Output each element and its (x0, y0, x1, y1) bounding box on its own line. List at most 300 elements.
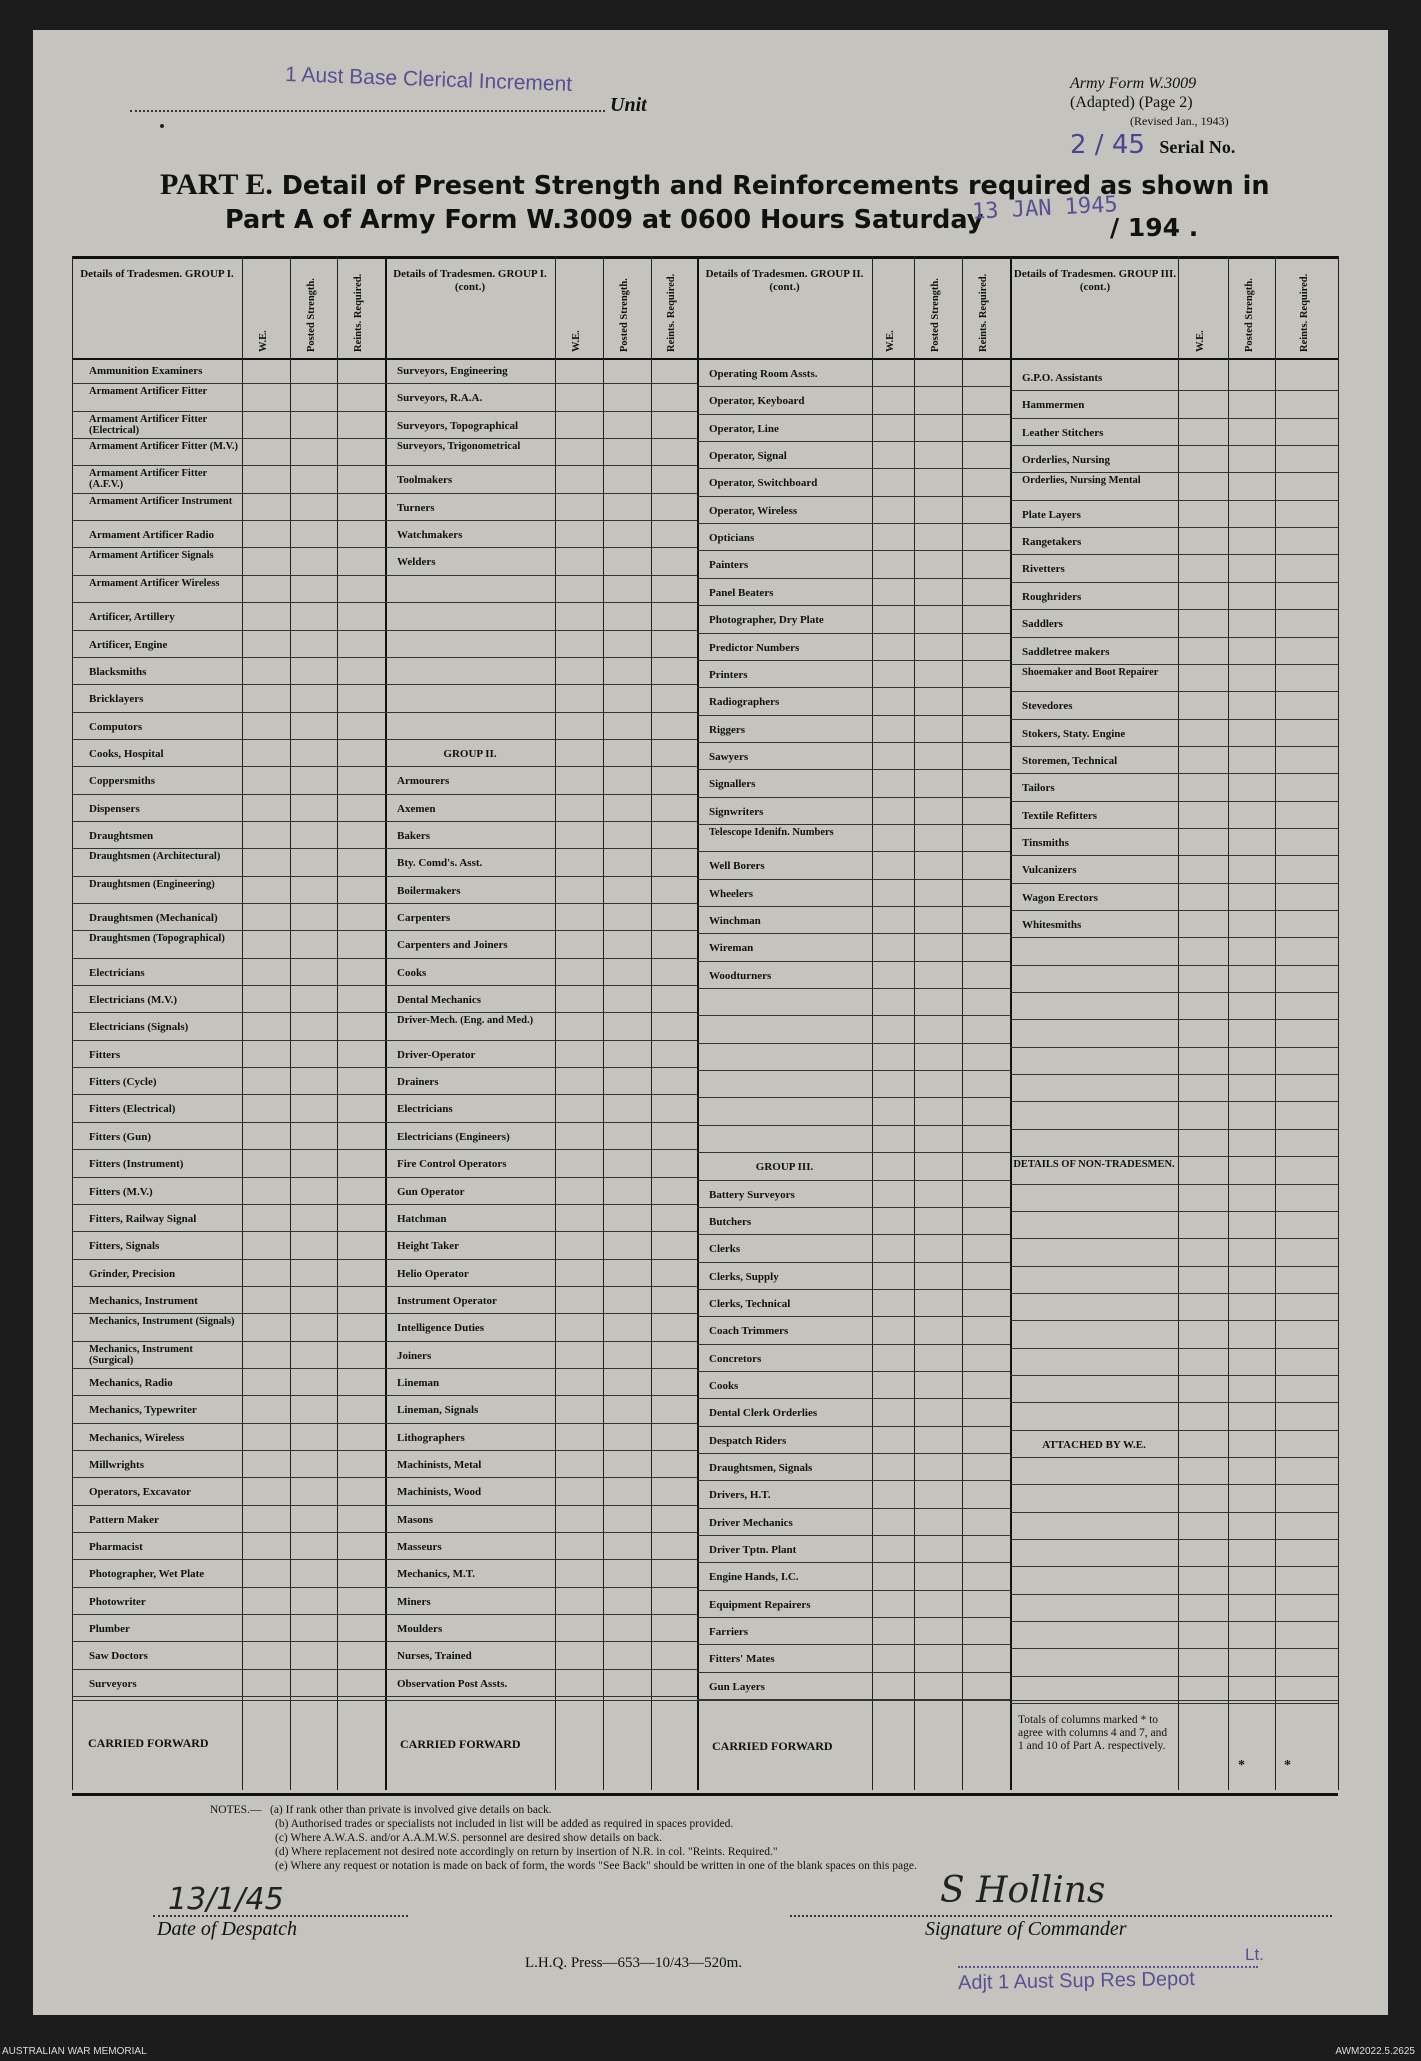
trade-label: Painters (709, 559, 749, 572)
trade-label: Mechanics, M.T. (397, 1568, 476, 1581)
row-rule (72, 1286, 385, 1287)
trade-label: Panel Beaters (709, 586, 774, 599)
trade-label: Photographer, Dry Plate (709, 614, 824, 627)
row-rule (72, 602, 385, 603)
row-rule (697, 906, 1010, 907)
section-heading: GROUP II. (443, 747, 497, 760)
row-rule (72, 766, 385, 767)
trade-label: Well Borers (709, 860, 765, 873)
trade-label: Cooks (709, 1379, 739, 1392)
trade-label: Bricklayers (89, 693, 144, 706)
signature-label: Signature of Commander (925, 1918, 1127, 1940)
row-rule (697, 523, 1010, 524)
trade-label: Whitesmiths (1022, 919, 1082, 931)
signature-line (790, 1915, 1332, 1917)
trade-label: Armament Artificer Fitter (A.F.V.) (89, 468, 207, 491)
row-rule (385, 1641, 697, 1642)
row-rule (72, 1067, 385, 1068)
trade-label: Fitters, Signals (89, 1240, 160, 1253)
note-b: (b) Authorised trades or specialists not included in list will be added as required in spaces provided. (275, 1818, 734, 1830)
trade-label: Butchers (709, 1215, 752, 1228)
row-rule (697, 468, 1010, 469)
trade-label: Armament Artificer Fitter (89, 386, 208, 398)
trade-label: Saddlers (1022, 618, 1063, 631)
row-rule (72, 1122, 385, 1123)
row-rule (697, 633, 1010, 634)
row-rule (385, 1587, 697, 1588)
row-rule (72, 903, 385, 904)
row-rule (385, 930, 697, 931)
trade-label: Plumber (89, 1623, 130, 1636)
column-rule (872, 256, 873, 1790)
trade-label: Joiners (397, 1349, 432, 1362)
row-rule (1010, 582, 1338, 583)
carried-forward-3: CARRIED FORWARD (712, 1739, 833, 1753)
trade-label: Driver-Mech. (Eng. and Med.) (397, 1015, 534, 1027)
row-rule (1010, 910, 1338, 911)
trade-label: Textile Refitters (1022, 809, 1098, 822)
trade-label: Orderlies, Nursing (1022, 454, 1110, 467)
row-rule (1010, 1621, 1338, 1622)
header-group-2-cont: Details of Tradesmen. GROUP II. (cont.) (705, 268, 864, 293)
trade-label: Plate Layers (1022, 508, 1081, 521)
row-rule (385, 903, 697, 904)
row-rule (385, 876, 697, 877)
trade-label: Tailors (1022, 782, 1055, 795)
row-rule (385, 684, 697, 685)
row-rule (1010, 1238, 1338, 1239)
trade-label: Driver Tptn. Plant (709, 1544, 797, 1557)
trade-label: Hammermen (1022, 399, 1085, 412)
trade-label: Draughtsmen (Mechanical) (89, 912, 218, 924)
trade-label: Operator, Line (709, 422, 779, 435)
row-rule (697, 550, 1010, 551)
adjutant-line (958, 1966, 1258, 1968)
row-rule (385, 985, 697, 986)
row-rule (1010, 1211, 1338, 1212)
trade-label: Watchmakers (397, 529, 463, 542)
row-rule (697, 851, 1010, 852)
column-rule (1010, 256, 1012, 1790)
row-rule (72, 1012, 385, 1013)
trade-label: Fitters (89, 1048, 121, 1061)
header-reints-3: Reints. Required. (978, 273, 989, 352)
trade-label: Wireman (709, 942, 754, 955)
row-rule (697, 1535, 1010, 1536)
trade-label: Armament Artificer Instrument (89, 495, 233, 507)
form-adapted: (Adapted) (Page 2) (1070, 94, 1193, 111)
row-rule (1010, 1457, 1338, 1458)
trade-label: Draughtsmen, Signals (709, 1462, 813, 1474)
row-rule (697, 1043, 1010, 1044)
row-rule (385, 1149, 697, 1150)
trade-label: Printers (709, 668, 748, 681)
row-rule (697, 1289, 1010, 1290)
trade-label: Predictor Numbers (709, 641, 800, 654)
row-rule (1010, 1566, 1338, 1567)
row-rule (72, 794, 385, 795)
row-rule (1010, 1266, 1338, 1267)
form-identifier (1070, 74, 1229, 131)
row-rule (385, 1094, 697, 1095)
row-rule (697, 660, 1010, 661)
row-rule (1010, 1293, 1338, 1294)
header-posted-1: Posted Strength. (305, 278, 317, 352)
trade-label: Radiographers (709, 696, 780, 709)
row-rule (697, 1508, 1010, 1509)
row-rule (697, 1672, 1010, 1673)
header-reints-1: Reints. Required. (353, 273, 364, 352)
row-rule (385, 383, 697, 384)
trade-label: Leather Stitchers (1022, 426, 1104, 439)
row-rule (385, 821, 697, 822)
trade-label: Electricians (Signals) (89, 1021, 189, 1034)
trade-label: Opticians (709, 532, 755, 545)
row-rule (72, 930, 385, 931)
row-rule (385, 1286, 697, 1287)
trade-label: Turners (397, 501, 435, 514)
header-group-1-cont: Details of Tradesmen. GROUP I. (cont.) (393, 268, 547, 293)
row-rule (385, 1368, 697, 1369)
row-rule (72, 848, 385, 849)
trade-label: Mechanics, Instrument (89, 1294, 198, 1307)
row-rule (1010, 472, 1338, 473)
row-rule (72, 1696, 385, 1697)
row-rule (72, 1532, 385, 1533)
trade-label: Armourers (397, 775, 450, 788)
trade-label: Shoemaker and Boot Repairer (1022, 666, 1159, 678)
row-rule (72, 712, 385, 713)
trade-label: Engine Hands, I.C. (709, 1571, 799, 1584)
row-rule (72, 1395, 385, 1396)
trade-label: Woodturners (709, 969, 772, 982)
row-rule (72, 1313, 385, 1314)
trade-label: Stokers, Staty. Engine (1022, 727, 1126, 740)
row-rule (385, 739, 697, 740)
part-label: PART E. (160, 168, 273, 201)
trade-label: Instrument Operator (397, 1294, 497, 1307)
trade-label: Vulcanizers (1022, 864, 1077, 877)
trade-label: Artificer, Artillery (89, 611, 175, 624)
trade-label: Fitters (Instrument) (89, 1158, 184, 1171)
row-rule (697, 742, 1010, 743)
row-rule (1010, 1348, 1338, 1349)
trade-label: Dental Mechanics (397, 994, 482, 1007)
row-rule (697, 687, 1010, 688)
trade-label: Sawyers (709, 750, 749, 763)
row-rule (1010, 1320, 1338, 1321)
header-group-1: Details of Tradesmen. GROUP I. (80, 268, 234, 280)
row-rule (697, 1453, 1010, 1454)
row-rule (385, 1012, 697, 1013)
section-heading: GROUP III. (755, 1161, 814, 1174)
row-rule (385, 766, 697, 767)
row-rule (385, 1532, 697, 1533)
trade-label: Dental Clerk Orderlies (709, 1407, 818, 1420)
row-rule (385, 547, 697, 548)
star-mark-reints: * (1284, 1758, 1291, 1773)
trade-label: Millwrights (89, 1459, 144, 1471)
trade-label: Tinsmiths (1022, 836, 1069, 849)
row-rule (385, 1669, 697, 1670)
row-rule (697, 1070, 1010, 1071)
row-rule (72, 630, 385, 631)
column-rule (914, 256, 915, 1790)
row-rule (1010, 1129, 1338, 1130)
serial-number (1070, 130, 1235, 160)
row-rule (385, 575, 697, 576)
row-rule (1010, 418, 1338, 419)
trade-label: Nurses, Trained (397, 1650, 472, 1663)
trade-label: Stevedores (1022, 700, 1073, 713)
row-rule (697, 605, 1010, 606)
row-rule (72, 1231, 385, 1232)
row-rule (1010, 527, 1338, 528)
row-rule (72, 1259, 385, 1260)
unit-stamp: 1 Aust Base Clerical Increment (284, 62, 573, 97)
row-rule (1010, 1047, 1338, 1048)
row-rule (72, 1094, 385, 1095)
title-line-2: Part A of Army Form W.3009 at 0600 Hours Saturday (225, 205, 984, 235)
trade-label: Cooks (397, 966, 427, 979)
note-a: (a) If rank other than private is involved give details on back. (270, 1804, 552, 1816)
row-rule (72, 1614, 385, 1615)
trade-label: Axemen (397, 802, 436, 815)
header-reints-2: Reints. Required. (666, 273, 677, 352)
trade-label: Lithographers (397, 1431, 465, 1444)
row-rule (697, 496, 1010, 497)
row-rule (72, 739, 385, 740)
row-rule (1010, 554, 1338, 555)
row-rule (697, 1180, 1010, 1181)
row-rule (385, 630, 697, 631)
row-rule (72, 1559, 385, 1560)
trade-label: Clerks, Technical (709, 1297, 791, 1310)
row-rule (72, 1368, 385, 1369)
row-rule (697, 988, 1010, 989)
row-rule (72, 1177, 385, 1178)
row-rule (1010, 1074, 1338, 1075)
header-we-1: W.E. (258, 330, 269, 352)
trade-label: Masons (397, 1513, 434, 1526)
trade-label: Driver Mechanics (709, 1516, 793, 1529)
trade-label: Operator, Keyboard (709, 395, 805, 408)
row-rule (385, 493, 697, 494)
trade-label: Operators, Excavator (89, 1486, 192, 1499)
row-rule (1010, 664, 1338, 665)
trade-label: Despatch Riders (709, 1434, 787, 1447)
row-rule (697, 1590, 1010, 1591)
trade-label: Hatchman (397, 1212, 447, 1225)
trade-label: Helio Operator (397, 1267, 469, 1280)
trade-label: Electricians (397, 1103, 453, 1116)
trade-label: Drainers (397, 1076, 439, 1089)
row-rule (72, 1423, 385, 1424)
row-rule (697, 1644, 1010, 1645)
row-rule (697, 879, 1010, 880)
row-rule (1010, 937, 1338, 938)
header-posted-4: Posted Strength. (1243, 278, 1255, 352)
row-rule (385, 520, 697, 521)
trade-label: Toolmakers (397, 474, 453, 487)
row-rule (1010, 746, 1338, 747)
title-text-1: Detail of Present Strength and Reinforcements required as shown in (281, 171, 1270, 201)
trade-label: Orderlies, Nursing Mental (1022, 475, 1141, 487)
totals-note: Totals of columns marked * to agree with columns 4 and 7, and 1 and 10 of Part A. respectively. (1018, 1714, 1168, 1752)
rank-stamp: Lt. (1245, 1945, 1264, 1964)
form-number: Army Form W.3009 (1070, 75, 1197, 92)
trade-label: Operating Room Assts. (709, 368, 818, 380)
row-rule (1010, 1539, 1338, 1540)
row-rule (697, 1097, 1010, 1098)
trade-label: Operator, Switchboard (709, 477, 818, 490)
note-c: (c) Where A.W.A.S. and/or A.A.M.W.S. personnel are desired show details on back. (275, 1832, 662, 1844)
row-rule (72, 438, 385, 439)
row-rule (1010, 773, 1338, 774)
row-rule (72, 1450, 385, 1451)
row-rule (72, 684, 385, 685)
row-rule (1010, 1676, 1338, 1677)
row-rule (385, 411, 697, 412)
header-reints-4: Reints. Required. (1298, 273, 1310, 352)
row-rule (385, 712, 697, 713)
trade-label: Armament Artificer Fitter (M.V.) (89, 441, 238, 453)
row-rule (697, 769, 1010, 770)
header-group-3-cont: Details of Tradesmen. GROUP III. (cont.) (1013, 268, 1177, 293)
row-rule (697, 1480, 1010, 1481)
trade-label: Carpenters and Joiners (397, 939, 508, 952)
trade-label: Clerks (709, 1243, 741, 1256)
trade-label: Fitters (Gun) (89, 1130, 152, 1143)
row-rule (1010, 1430, 1338, 1431)
row-rule (385, 958, 697, 959)
column-rule (962, 256, 963, 1790)
trade-label: Driver-Operator (397, 1048, 476, 1061)
trade-label: Operator, Signal (709, 450, 787, 463)
trade-label: Dispensers (89, 802, 140, 815)
row-rule (697, 1562, 1010, 1563)
row-rule (1010, 609, 1338, 610)
row-rule (385, 1313, 697, 1314)
row-rule (385, 465, 697, 466)
row-rule (1010, 1101, 1338, 1102)
column-rule (1228, 256, 1229, 1790)
row-rule (385, 1067, 697, 1068)
trade-label: Saddletree makers (1022, 645, 1110, 658)
trade-label: Grinder, Precision (89, 1267, 176, 1280)
row-rule (385, 1614, 697, 1615)
trade-label: Equipment Repairers (709, 1598, 811, 1611)
row-rule (697, 414, 1010, 415)
row-rule (1010, 691, 1338, 692)
trade-label: Telescope Idenifn. Numbers (709, 826, 834, 838)
row-rule (697, 1125, 1010, 1126)
trade-label: Pharmacist (89, 1541, 143, 1554)
trade-label: Surveyors, Trigonometrical (397, 441, 521, 453)
unit-label: Unit (610, 94, 647, 116)
trade-label: Bakers (397, 829, 430, 842)
trade-label: Miners (397, 1595, 431, 1608)
trade-label: Mechanics, Wireless (89, 1431, 185, 1444)
trade-label: Signwriters (709, 805, 764, 818)
trade-label: Mechanics, Instrument (Surgical) (89, 1343, 193, 1366)
row-rule (1010, 855, 1338, 856)
row-rule (72, 876, 385, 877)
row-rule (72, 547, 385, 548)
trade-label: Pattern Maker (89, 1513, 159, 1526)
row-rule (1010, 1156, 1338, 1157)
carried-forward-1: CARRIED FORWARD (88, 1736, 209, 1750)
trade-label: Clerks, Supply (709, 1270, 779, 1283)
row-rule (385, 1450, 697, 1451)
trade-label: Cooks, Hospital (89, 747, 164, 760)
trade-label: Fire Control Operators (397, 1158, 507, 1171)
trade-label: Observation Post Assts. (397, 1677, 508, 1690)
serial-hand: 2 / 45 (1070, 130, 1145, 160)
row-rule (1010, 445, 1338, 446)
trade-label: Battery Surveyors (709, 1188, 795, 1201)
row-rule (385, 1177, 697, 1178)
adjutant-stamp: Adjt 1 Aust Sup Res Depot (957, 1967, 1195, 1995)
trade-label: Surveyors, R.A.A. (397, 392, 483, 405)
row-rule (1010, 1484, 1338, 1485)
footer-reference: AWM2022.5.2625 (1335, 2046, 1415, 2057)
trade-label: Artificer, Engine (89, 638, 168, 651)
notes-label: NOTES.— (210, 1804, 262, 1816)
row-rule (1010, 500, 1338, 501)
notes (210, 1803, 917, 1873)
row-rule (72, 575, 385, 576)
carried-forward-2: CARRIED FORWARD (400, 1737, 521, 1751)
trade-label: Draughtsmen (Topographical) (89, 933, 225, 945)
trade-label: Storemen, Technical (1022, 754, 1118, 767)
row-rule (1010, 1375, 1338, 1376)
row-rule (697, 715, 1010, 716)
row-rule (1010, 883, 1338, 884)
row-rule (697, 1207, 1010, 1208)
row-rule (1010, 992, 1338, 993)
trade-label: Armament Artificer Signals (89, 550, 214, 562)
row-rule (72, 1341, 385, 1342)
trade-label: Fitters' Mates (709, 1653, 775, 1666)
row-rule (385, 438, 697, 439)
row-rule (72, 1040, 385, 1041)
row-rule (385, 1040, 697, 1041)
row-rule (385, 602, 697, 603)
row-rule (697, 441, 1010, 442)
trade-label: Machinists, Metal (397, 1459, 482, 1471)
trade-label: Rivetters (1022, 563, 1065, 576)
trade-label: Coach Trimmers (709, 1325, 789, 1338)
trade-label: Surveyors (89, 1677, 137, 1690)
row-rule (697, 1262, 1010, 1263)
row-rule (1010, 1184, 1338, 1185)
row-rule (385, 1341, 697, 1342)
trade-label: Coppersmiths (89, 775, 156, 788)
row-rule (72, 821, 385, 822)
row-rule (697, 1398, 1010, 1399)
trade-label: Machinists, Wood (397, 1486, 482, 1499)
header-posted-2: Posted Strength. (619, 278, 630, 352)
header-rule (72, 358, 1338, 360)
press-imprint: L.H.Q. Press—653—10/43—520m. (525, 1955, 743, 1971)
row-rule (1010, 390, 1338, 391)
trade-label: Blacksmiths (89, 665, 147, 678)
column-rule (1275, 256, 1276, 1790)
trade-label: Riggers (709, 723, 746, 736)
row-rule (72, 958, 385, 959)
row-rule (1010, 1648, 1338, 1649)
